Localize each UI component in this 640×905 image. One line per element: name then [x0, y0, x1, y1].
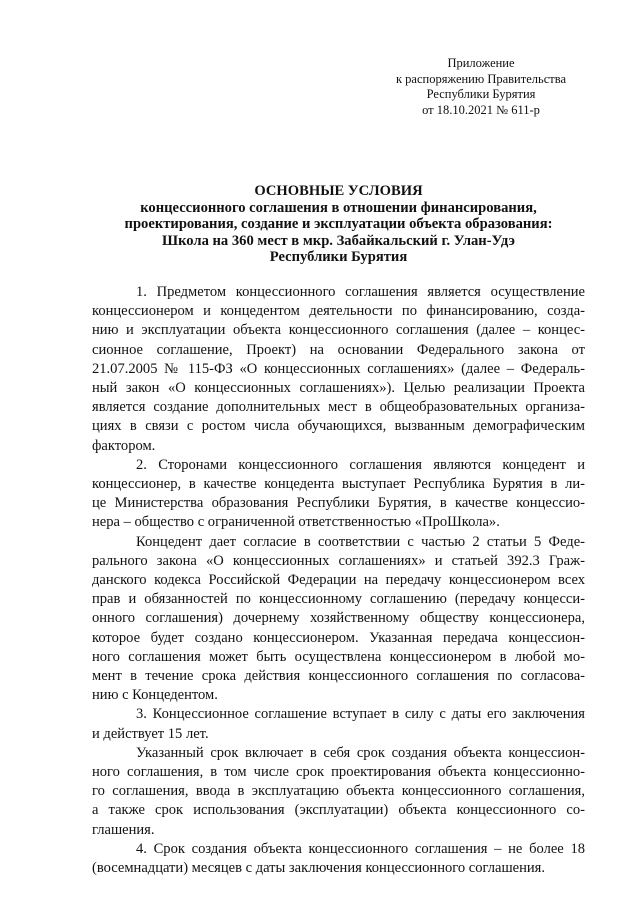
document-body: [92, 283, 585, 878]
paragraph: [92, 533, 585, 706]
paragraph-line: нию с Концедентом.: [92, 687, 218, 704]
paragraph-line: ный закон «О концессионных соглашениях»). Целью реализации Проекта: [92, 380, 585, 397]
paragraph-line: а также срок использования (эксплуатации) объекта концессионного со-: [92, 802, 585, 819]
paragraph-line: которое будет создано концессионером. Указанная передача концессион-: [92, 629, 585, 646]
title-line: Республики Бурятия: [269, 249, 408, 266]
paragraph-line: сионное соглашение, Проект) на основании Федерального закона от: [92, 341, 585, 358]
paragraph: [92, 283, 585, 456]
title-line: проектирования, создание и эксплуатации объекта образования:: [124, 216, 553, 233]
paragraph-line: 1. Предметом концессионного соглашения является осуществление: [136, 284, 585, 300]
paragraph-line: 3. Концессионное соглашение вступает в силу с даты его заключения: [136, 706, 585, 723]
appendix-line: Республики Бурятия: [426, 87, 536, 101]
title-line: концессионного соглашения в отношении финансирования,: [140, 199, 537, 216]
paragraph-line: мент в течение срока действия концессионного соглашения по согласова-: [92, 668, 585, 685]
paragraph-line: Концедент дает согласие в соответствии с частью 2 статьи 5 Феде-: [136, 533, 585, 550]
paragraph-line: це Министерства образования Республики Бурятия, в качестве концессио-: [92, 495, 585, 512]
paragraph-line: циях в связи с ростом числа обучающихся, вызванным демографическим: [92, 418, 585, 435]
paragraph-line: является создание дополнительных мест в общеобразовательных организа-: [92, 399, 585, 416]
paragraph-line: 4. Срок создания объекта концессионного соглашения – не более 18: [136, 840, 585, 857]
paragraph-line: Указанный срок включает в себя срок создания объекта концессион-: [136, 744, 585, 761]
paragraph: [92, 840, 585, 878]
paragraph-line: прав и обязанностей по концессионному соглашению (передачу концесси-: [92, 591, 585, 608]
paragraph-line: ного соглашения может быть осуществлена концессионером в любой мо-: [92, 648, 585, 665]
paragraph: [92, 744, 585, 840]
paragraph-line: рального закона «О концессионных соглашениях» и статьей 392.3 Граж-: [92, 552, 585, 569]
paragraph: [92, 456, 585, 533]
paragraph-line: глашения.: [92, 821, 155, 838]
appendix-block: [372, 56, 590, 118]
paragraph-line: нию и эксплуатации объекта концессионного соглашения (далее – концес-: [92, 322, 585, 339]
paragraph-line: ного соглашения, в том числе срок проектирования объекта концессионно-: [92, 764, 585, 781]
paragraph-line: концессионер, в качестве концедента выступает Республика Бурятия в ли-: [92, 476, 585, 493]
paragraph-line: и действует 15 лет.: [92, 725, 209, 742]
paragraph-line: (восемнадцати) месяцев с даты заключения концессионного соглашения.: [92, 860, 545, 877]
paragraph-line: нера – общество с ограниченной ответственностью «ПроШкола».: [92, 514, 500, 531]
appendix-line: Приложение: [447, 56, 515, 70]
paragraph-line: го соглашения, ввода в эксплуатацию объекта концессионного соглашения,: [92, 783, 585, 800]
paragraph-line: 21.07.2005 № 115-ФЗ «О концессионных соглашениях» (далее – Федераль-: [92, 360, 585, 377]
title-line: ОСНОВНЫЕ УСЛОВИЯ: [254, 183, 423, 199]
document-title: [92, 183, 585, 266]
appendix-line: от 18.10.2021 № 611-р: [422, 102, 540, 117]
paragraph: [92, 705, 585, 743]
title-line: Школа на 360 мест в мкр. Забайкальский г. Улан-Удэ: [162, 232, 515, 249]
appendix-line: к распоряжению Правительства: [395, 71, 566, 86]
paragraph-line: онного соглашения) дочернему хозяйственному обществу концессионера,: [92, 610, 585, 627]
paragraph-line: концессионером и концедентом деятельности по финансированию, созда-: [92, 303, 585, 320]
paragraph-line: данского кодекса Российской Федерации на передачу концессионером всех: [92, 572, 585, 589]
paragraph-line: фактором.: [92, 437, 156, 454]
paragraph-line: 2. Сторонами концессионного соглашения являются концедент и: [136, 456, 585, 473]
